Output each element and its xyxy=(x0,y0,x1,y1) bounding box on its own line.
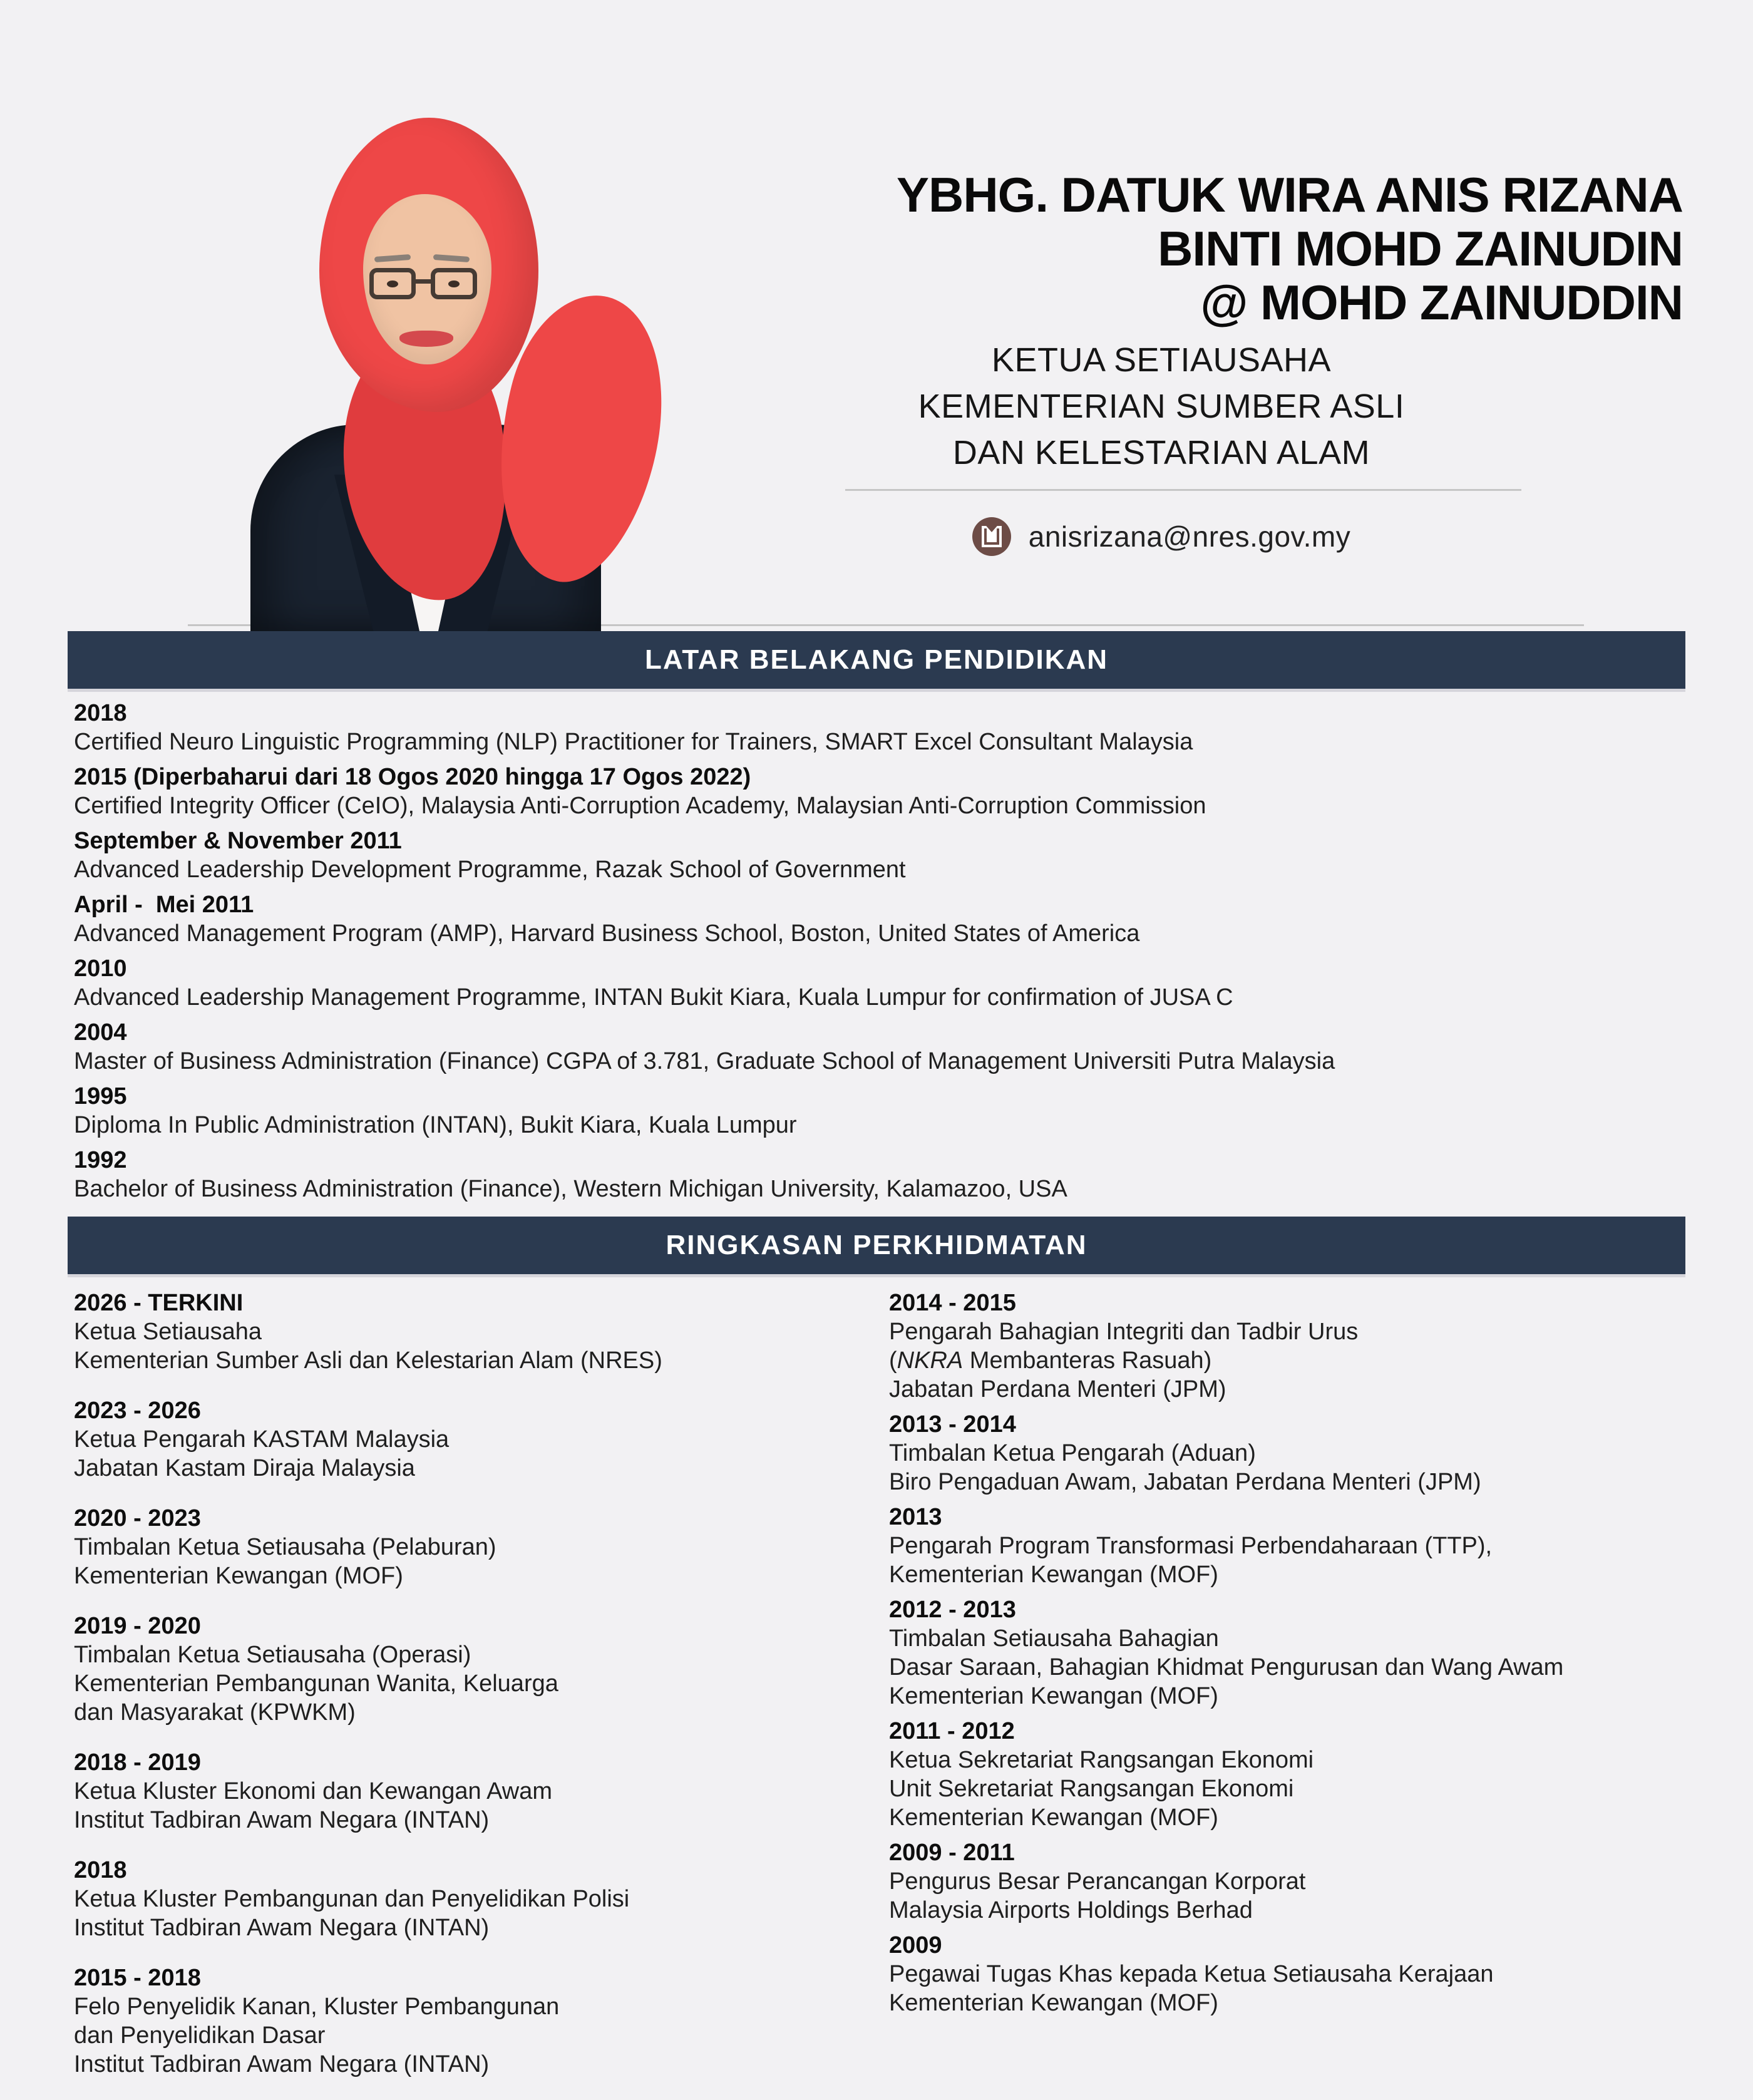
entry-line: Timbalan Ketua Setiausaha (Pelaburan) xyxy=(74,1534,496,1560)
role-line-3: DAN KELESTARIAN ALAM xyxy=(952,434,1370,471)
entry-line: dan Masyarakat (KPWKM) xyxy=(74,1699,356,1726)
entry-line: Advanced Leadership Management Programme, INTAN Bukit Kiara, Kuala Lumpur for confirmation of JUSA C xyxy=(74,984,1233,1011)
entry-lines xyxy=(889,1867,1697,1925)
entry-line: Kementerian Kewangan (MOF) xyxy=(889,1683,1218,1709)
service-column-left xyxy=(74,1289,856,2100)
service-entry xyxy=(889,1931,1697,2017)
entry-period: 2014 - 2015 xyxy=(889,1290,1016,1316)
entry-line: Diploma In Public Administration (INTAN), Bukit Kiara, Kuala Lumpur xyxy=(74,1112,797,1138)
entry-period: 2015 - 2018 xyxy=(74,1965,201,1991)
service-entry xyxy=(889,1838,1697,1925)
service-entry xyxy=(74,1964,856,2079)
entry-lines xyxy=(74,1425,856,1483)
entry-line: Pengarah Program Transformasi Perbendaharaan (TTP), xyxy=(889,1533,1493,1559)
entry-line: Institut Tadbiran Awam Negara (INTAN) xyxy=(74,2051,490,2077)
entry-period: 1995 xyxy=(74,1083,127,1109)
education-entry xyxy=(74,699,1683,756)
entry-line: Advanced Management Program (AMP), Harvard Business School, Boston, United States of America xyxy=(74,920,1140,947)
entry-line: Biro Pengaduan Awam, Jabatan Perdana Menteri (JPM) xyxy=(889,1469,1481,1495)
entry-period: 2013 - 2014 xyxy=(889,1411,1016,1438)
entry-lines xyxy=(889,1317,1697,1404)
entry-period: 2018 xyxy=(74,700,127,726)
service-column-right xyxy=(889,1289,1697,2024)
education-list xyxy=(74,699,1683,1210)
email-link[interactable]: anisrizana@nres.gov.my xyxy=(1028,520,1351,553)
section-title-education: LATAR BELAKANG PENDIDIKAN xyxy=(644,644,1109,675)
entry-line: Kementerian Kewangan (MOF) xyxy=(74,1563,403,1589)
service-entry xyxy=(889,1503,1697,1589)
service-entry xyxy=(74,1504,856,1590)
entry-lines xyxy=(74,1175,1683,1203)
entry-lines xyxy=(74,1047,1683,1076)
role-divider-line xyxy=(845,489,1521,491)
entry-period: 2009 - 2011 xyxy=(889,1840,1015,1866)
entry-line: Timbalan Ketua Pengarah (Aduan) xyxy=(889,1440,1256,1466)
entry-line: Dasar Saraan, Bahagian Khidmat Pengurusan dan Wang Awam xyxy=(889,1654,1564,1681)
education-entry xyxy=(74,826,1683,884)
entry-line: Ketua Sekretariat Rangsangan Ekonomi xyxy=(889,1747,1314,1773)
name-line-3: @ MOHD ZAINUDDIN xyxy=(1200,275,1683,330)
profile-role xyxy=(801,337,1521,476)
email-row xyxy=(801,517,1521,556)
section-header-education xyxy=(68,631,1685,689)
entry-line: Kementerian Kewangan (MOF) xyxy=(889,1562,1218,1588)
education-entry xyxy=(74,1146,1683,1203)
service-entry xyxy=(889,1410,1697,1496)
service-entry xyxy=(889,1717,1697,1832)
entry-line: Certified Integrity Officer (CeIO), Malaysia Anti-Corruption Academy, Malaysian Anti-Corruption Commission xyxy=(74,793,1206,819)
entry-lines xyxy=(74,1111,1683,1140)
entry-lines xyxy=(74,1533,856,1590)
service-entry xyxy=(889,1289,1697,1404)
eye-right xyxy=(448,281,460,287)
entry-line: Ketua Setiausaha xyxy=(74,1319,262,1345)
entry-line: Timbalan Ketua Setiausaha (Operasi) xyxy=(74,1642,471,1668)
eye-left xyxy=(387,281,398,287)
entry-line: Malaysia Airports Holdings Berhad xyxy=(889,1897,1253,1923)
entry-lines xyxy=(889,1624,1697,1711)
entry-line: Ketua Pengarah KASTAM Malaysia xyxy=(74,1426,450,1453)
entry-lines xyxy=(74,1885,856,1942)
entry-line: Jabatan Perdana Menteri (JPM) xyxy=(889,1376,1226,1403)
entry-line: Kementerian Sumber Asli dan Kelestarian Alam (NRES) xyxy=(74,1347,662,1374)
role-line-1: KETUA SETIAUSAHA xyxy=(991,341,1332,379)
entry-line: Kementerian Pembangunan Wanita, Keluarga xyxy=(74,1670,558,1697)
service-entry xyxy=(889,1595,1697,1711)
section-title-service: RINGKASAN PERKHIDMATAN xyxy=(666,1230,1087,1260)
entry-period: 2026 - TERKINI xyxy=(74,1290,244,1316)
education-entry xyxy=(74,1082,1683,1140)
service-entry xyxy=(74,1748,856,1835)
education-entry xyxy=(74,890,1683,948)
entry-period: 2012 - 2013 xyxy=(889,1597,1016,1623)
entry-period: 1992 xyxy=(74,1147,127,1173)
entry-lines xyxy=(74,919,1683,948)
service-entry xyxy=(74,1289,856,1375)
entry-line: Institut Tadbiran Awam Negara (INTAN) xyxy=(74,1807,490,1833)
entry-line: Timbalan Setiausaha Bahagian xyxy=(889,1625,1219,1652)
entry-line: Ketua Kluster Ekonomi dan Kewangan Awam xyxy=(74,1778,552,1804)
entry-line: Unit Sekretariat Rangsangan Ekonomi xyxy=(889,1776,1294,1802)
education-entry xyxy=(74,763,1683,820)
entry-period: 2019 - 2020 xyxy=(74,1613,201,1639)
lips-shape xyxy=(399,331,453,347)
education-entry xyxy=(74,954,1683,1012)
entry-line: (NKRA Membanteras Rasuah) xyxy=(889,1347,1212,1374)
entry-lines xyxy=(74,1777,856,1835)
entry-period: 2018 xyxy=(74,1857,127,1883)
entry-lines xyxy=(889,1531,1697,1589)
section-header-service xyxy=(68,1217,1685,1274)
entry-period: 2011 - 2012 xyxy=(889,1718,1015,1744)
entry-lines xyxy=(74,1317,856,1375)
entry-lines xyxy=(74,1992,856,2079)
entry-line: Advanced Leadership Development Programme, Razak School of Government xyxy=(74,857,906,883)
entry-lines xyxy=(74,728,1683,756)
entry-period: 2013 xyxy=(889,1504,942,1530)
entry-line: Felo Penyelidik Kanan, Kluster Pembangunan xyxy=(74,1994,560,2020)
profile-name xyxy=(681,168,1683,329)
name-line-1: YBHG. DATUK WIRA ANIS RIZANA xyxy=(896,167,1683,222)
entry-line: Kementerian Kewangan (MOF) xyxy=(889,1804,1218,1831)
entry-line: Institut Tadbiran Awam Negara (INTAN) xyxy=(74,1915,490,1941)
entry-lines xyxy=(74,855,1683,884)
entry-line: Certified Neuro Linguistic Programming (NLP) Practitioner for Trainers, SMART Excel Consultant Malaysia xyxy=(74,729,1193,755)
entry-period: 2004 xyxy=(74,1019,127,1046)
entry-period: September & November 2011 xyxy=(74,828,402,854)
entry-period: 2009 xyxy=(889,1932,942,1958)
entry-line: dan Penyelidikan Dasar xyxy=(74,2022,326,2049)
service-entry xyxy=(74,1612,856,1727)
service-entry xyxy=(74,1396,856,1483)
entry-lines xyxy=(889,1960,1697,2017)
entry-period: 2020 - 2023 xyxy=(74,1505,201,1531)
service-entry xyxy=(74,1856,856,1942)
profile-photo xyxy=(175,106,726,631)
entry-lines xyxy=(74,791,1683,820)
entry-lines xyxy=(74,1640,856,1727)
entry-period: 2010 xyxy=(74,955,127,982)
entry-line: Jabatan Kastam Diraja Malaysia xyxy=(74,1455,415,1481)
role-line-2: KEMENTERIAN SUMBER ASLI xyxy=(918,388,1405,425)
entry-lines xyxy=(889,1746,1697,1832)
entry-period: 2018 - 2019 xyxy=(74,1749,201,1776)
entry-line: Pengurus Besar Perancangan Korporat xyxy=(889,1868,1306,1895)
entry-period: April - Mei 2011 xyxy=(74,892,254,918)
entry-line: Kementerian Kewangan (MOF) xyxy=(889,1990,1218,2016)
entry-line: Ketua Kluster Pembangunan dan Penyelidikan Polisi xyxy=(74,1886,630,1912)
entry-line: Bachelor of Business Administration (Finance), Western Michigan University, Kalamazoo, USA xyxy=(74,1176,1067,1202)
entry-line: Master of Business Administration (Finance) CGPA of 3.781, Graduate School of Management Universiti Putra Malaysia xyxy=(74,1048,1335,1074)
entry-lines xyxy=(74,983,1683,1012)
entry-line: Pegawai Tugas Khas kepada Ketua Setiausaha Kerajaan xyxy=(889,1961,1494,1987)
entry-line: Pengarah Bahagian Integriti dan Tadbir Urus xyxy=(889,1319,1359,1345)
name-line-2: BINTI MOHD ZAINUDIN xyxy=(1158,221,1683,276)
envelope-icon xyxy=(972,517,1011,556)
entry-period: 2023 - 2026 xyxy=(74,1397,201,1424)
entry-lines xyxy=(889,1439,1697,1496)
education-entry xyxy=(74,1018,1683,1076)
entry-period: 2015 (Diperbaharui dari 18 Ogos 2020 hingga 17 Ogos 2022) xyxy=(74,764,751,790)
glasses-bridge xyxy=(414,279,432,284)
